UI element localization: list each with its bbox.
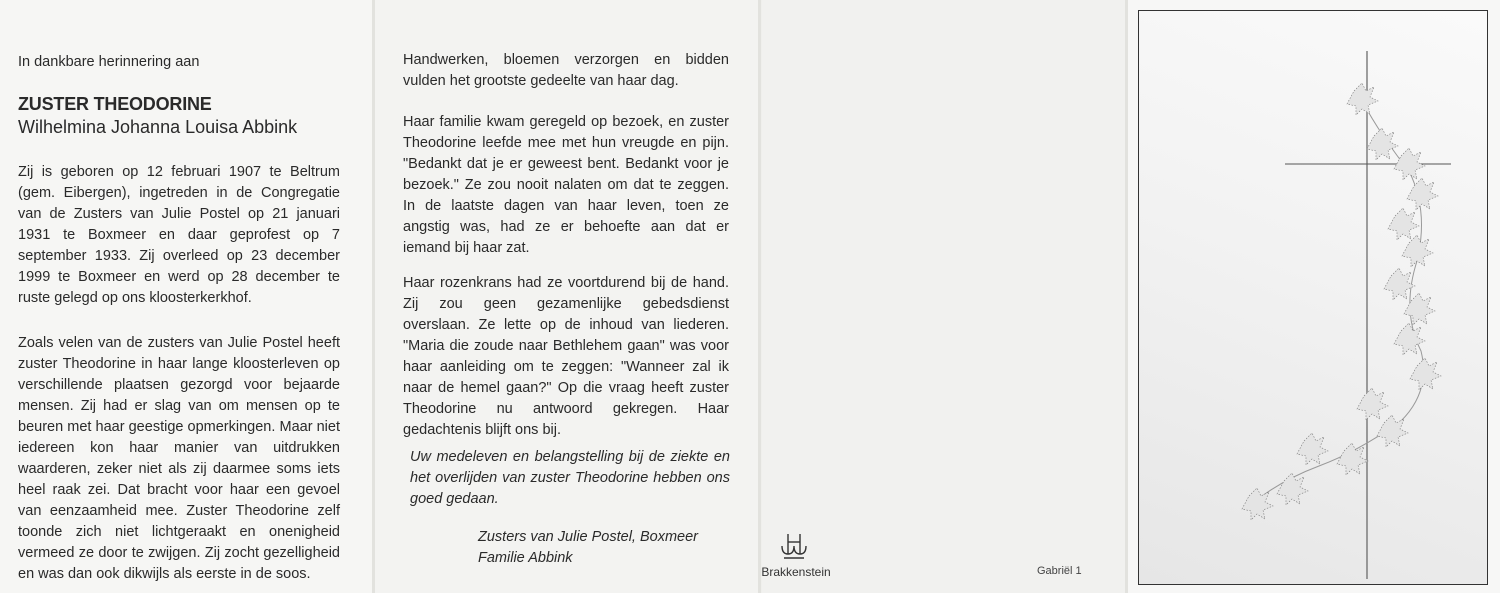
publisher-name: Brakkenstein: [761, 565, 831, 579]
intro-text: In dankbare herinnering aan: [18, 54, 200, 70]
thanks-paragraph: Uw medeleven en belangstelling bij de ziekte en het overlijden van zuster Theodorine hebben ons goed gedaan.: [410, 449, 730, 507]
card-page-3: [762, 0, 1125, 593]
biography-paragraph: Zij is geboren op 12 februari 1907 te Beltrum (gem. Eibergen), ingetreden in de Congregatie van de Zusters van Julie Postel op 21 januari 1931 te Boxmeer en daar geprofest op 7 september 1933. Zij overleed op 23 december 1999 te Boxmeer en werd op 28 december te ruste gelegd op ons kloosterkerkhof.: [18, 164, 340, 306]
ivy-leaves: [1242, 83, 1441, 520]
deceased-full-name: Wilhelmina Johanna Louisa Abbink: [18, 117, 298, 137]
daily-life-paragraph: Handwerken, bloemen verzorgen en bidden vulden het grootste gedeelte van haar dag.: [403, 52, 729, 89]
card-code: Gabriël 1: [1037, 565, 1082, 577]
signature-block: [478, 527, 738, 569]
signature-line-1: Zusters van Julie Postel, Boxmeer: [478, 529, 699, 545]
card-page-1: [0, 0, 372, 593]
publisher-logo-icon: [776, 530, 812, 562]
cover-frame: [1138, 10, 1488, 585]
life-paragraph: Zoals velen van de zusters van Julie Postel heeft zuster Theodorine in haar lange kloosterleven op verschillende plaatsen gezorgd voor bejaarde mensen. Zij had er slag van om mensen op te beuren met haar geestige opmerkingen. Maar niet iedereen kon haar manier van uitdrukken waarderen, zeker niet als zij daarmee soms iets heel raak zei. Dat bracht voor haar een gevoel van eenzaamheid mee. Zuster Theodorine zelf toonde zich niet lichtgeraakt en onenigheid vermeed ze door te zwijgen. Zij zocht gezelligheid en was dan ook dikwijls als eerste in de soos.: [18, 335, 340, 582]
cross-ivy-illustration: [1139, 11, 1486, 583]
prayer-paragraph: Haar rozenkrans had ze voortdurend bij de hand. Zij zou geen gezamenlijke gebedsdienst overslaan. Ze lette op de inhoud van liederen. "Maria die zoude naar Bethlehem gaan" was voor haar aanleiding om te zeggen: "Wanneer zal ik naar de hemel gaan?" Op die vraag heeft zuster Theodorine nu antwoord gekregen. Haar gedachtenis blijft ons bij.: [403, 275, 729, 438]
deceased-name: ZUSTER THEODORINE: [18, 94, 212, 114]
signature-line-2: Familie Abbink: [478, 550, 573, 566]
fold-line: [758, 0, 761, 593]
family-paragraph: Haar familie kwam geregeld op bezoek, en zuster Theodorine leefde mee met hun vreugde en pijn. "Bedankt dat je er geweest bent. Bedankt voor je bezoek." Ze zou nooit nalaten om dat te zeggen. In de laatste dagen van haar leven, toen ze angstig was, had ze er behoefte aan dat er iemand bij haar zat.: [403, 114, 729, 256]
